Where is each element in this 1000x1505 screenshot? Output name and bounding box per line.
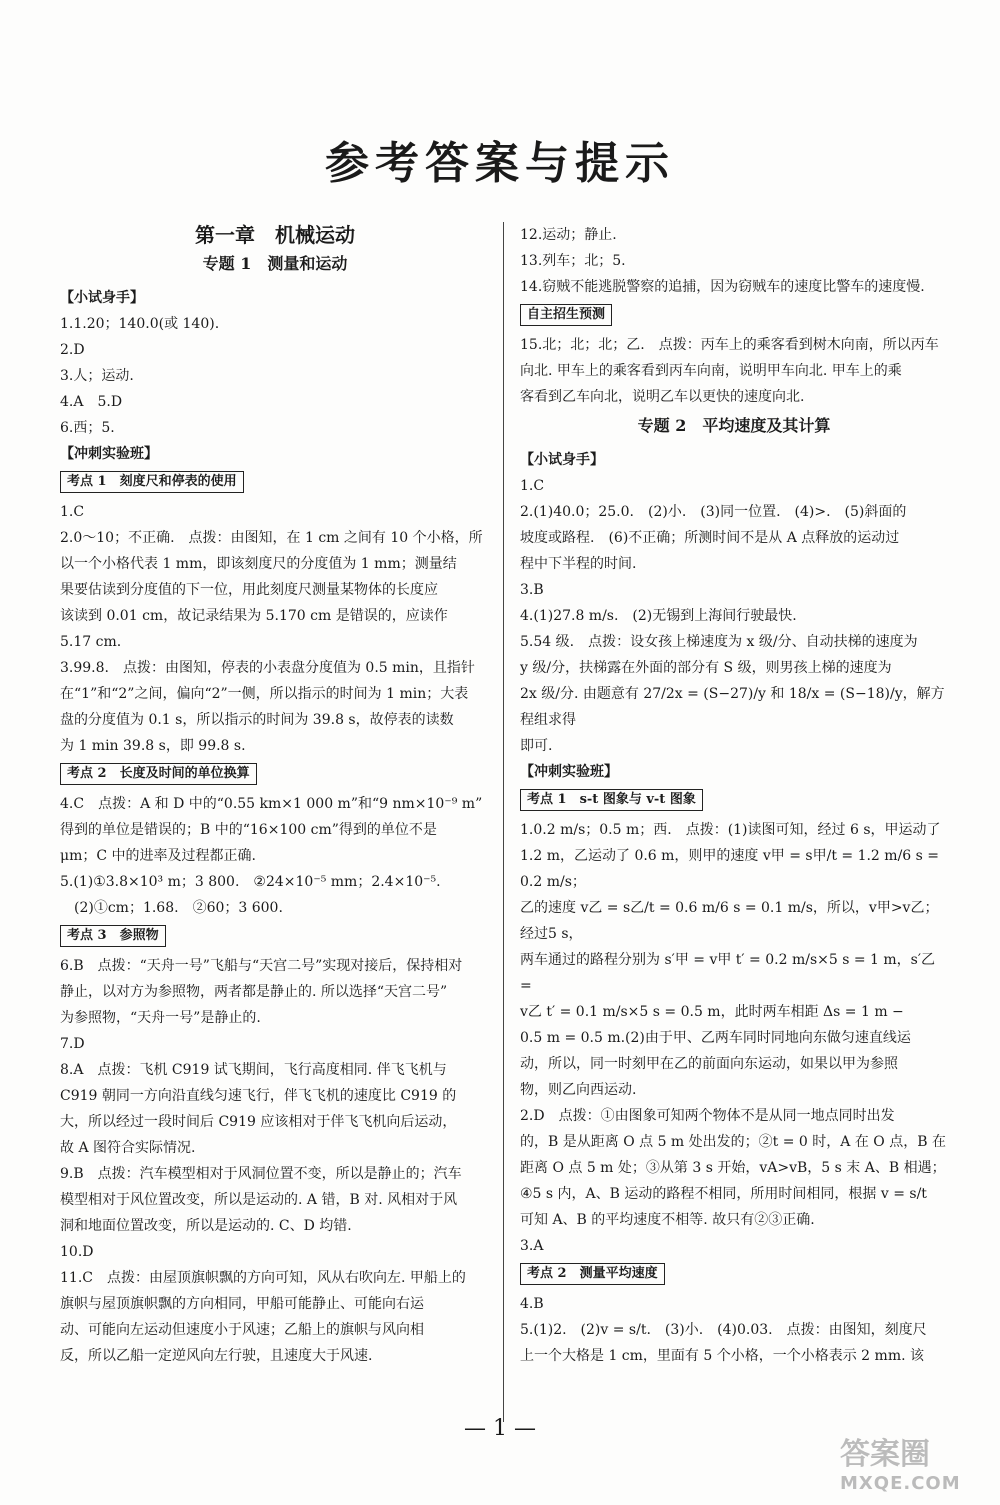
watermark — [840, 1438, 1000, 1498]
right-column — [520, 222, 948, 1369]
page-number: — 1 — — [464, 1416, 536, 1441]
answer-line: 即可. — [520, 737, 553, 754]
answer-line: 可知 A、B 的平均速度不相等. 故只有②③正确. — [520, 1211, 815, 1228]
answer-line: 4.(1)27.8 m/s. (2)无锡到上海间行驶最快. — [520, 607, 797, 624]
answer-line: C919 朝同一方向沿直线匀速飞行，伴飞飞机的速度比 C919 的 — [60, 1087, 457, 1104]
answer-line: 向北. 甲车上的乘客看到丙车向南，说明甲车向北. 甲车上的乘 — [520, 363, 902, 379]
exam-point-row — [520, 300, 948, 332]
answer-line: y 级/分，扶梯露在外面的部分有 S 级，则男孩上梯的速度为 — [520, 659, 892, 676]
left-column — [60, 222, 490, 1369]
section-tag: 【小试身手】 — [60, 289, 144, 306]
answer-line: 故 A 图符合实际情况. — [60, 1139, 196, 1156]
answer-line: 洞和地面位置改变，所以是运动的. C、D 均错. — [60, 1217, 352, 1234]
answer-line: 程中下半程的时间. — [520, 555, 637, 572]
topic-heading: 专题 2 平均速度及其计算 — [637, 416, 831, 435]
answer-line: 5.(1)2. (2)v = s/t. (3)小. (4)0.03. 点拨：由图知，刻度尺 — [520, 1321, 927, 1338]
answer-line: 2x 级/分. 由题意有 27/2x = (S−27)/y 和 18/x = (S−18)/y，解方程组求得 — [520, 685, 945, 728]
topic-heading: 专题 1 测量和运动 — [202, 254, 348, 273]
answer-line: 为 1 min 39.8 s，即 99.8 s. — [60, 737, 246, 754]
answer-line: 大，所以经过一段时间后 C919 应该相对于伴飞飞机向后运动， — [60, 1113, 457, 1130]
answer-line: 反，所以乙船一定逆风向左行驶，且速度大于风速. — [60, 1347, 373, 1364]
answer-line: 4.C 点拨：A 和 D 中的“0.55 km×1 000 m”和“9 nm×10⁻⁹ m” — [60, 795, 483, 812]
section-tag: 【小试身手】 — [520, 451, 604, 468]
answer-line: 6.西；5. — [60, 419, 115, 436]
answer-line: 4.B — [520, 1295, 544, 1312]
watermark-url: MXQE.COM — [840, 1473, 961, 1494]
answer-line: 客看到乙车向北，说明乙车以更快的速度向北. — [520, 389, 805, 405]
answer-line: 10.D — [60, 1243, 94, 1260]
answer-line: 14.窃贼不能逃脱警察的追捕，因为窃贼车的速度比警车的速度慢. — [520, 279, 925, 295]
answer-line: 2.0～10；不正确. 点拨：由图知，在 1 cm 之间有 10 个小格，所 — [60, 529, 483, 546]
exam-point-row — [60, 467, 490, 499]
answer-line: 1.2 m，乙运动了 0.6 m，则甲的速度 v甲 = s甲/t = 1.2 m/6 s = 0.2 m/s； — [520, 847, 940, 890]
answer-line: 1.1.20；140.0(或 140). — [60, 315, 220, 332]
exam-point-box: 考点 3 参照物 — [60, 925, 166, 947]
answer-line: v乙 t′ = 0.1 m/s×5 s = 0.5 m，此时两车相距 Δs = 1 m − — [520, 1003, 904, 1020]
answer-line: 5.(1)①3.8×10³ m；3 800. ②24×10⁻⁵ mm；2.4×10⁻⁵. — [60, 873, 441, 890]
answer-line: 1.0.2 m/s；0.5 m；西. 点拨：(1)读图可知，经过 6 s，甲运动了 — [520, 821, 941, 838]
answer-line: 9.B 点拨：汽车模型相对于风洞位置不变，所以是静止的；汽车 — [60, 1165, 462, 1182]
exam-point-row — [520, 785, 948, 817]
answer-line: 15.北；北；北；乙. 点拨：丙车上的乘客看到树木向南，所以丙车 — [520, 337, 939, 353]
exam-point-row — [60, 759, 490, 791]
answer-line: 1.C — [520, 477, 545, 494]
answer-line: 静止，以对方为参照物，两者都是静止的. 所以选择“天宫二号” — [60, 983, 448, 1000]
column-divider — [503, 222, 504, 1422]
answer-line: 盘的分度值为 0.1 s，所以指示的时间为 39.8 s，故停表的读数 — [60, 711, 454, 728]
answer-line: 3.B — [520, 581, 544, 598]
answer-line: 动，所以，同一时刻甲在乙的前面向东运动，如果以甲为参照 — [520, 1055, 898, 1072]
exam-point-box: 考点 1 刻度尺和停表的使用 — [60, 471, 244, 493]
answer-line: 1.C — [60, 503, 85, 520]
answer-line: 两车通过的路程分别为 s′甲 = v甲 t′ = 0.2 m/s×5 s = 1 m，s′乙 = — [520, 951, 936, 994]
answer-line: 果要估读到分度值的下一位，用此刻度尺测量某物体的长度应 — [60, 581, 438, 598]
exam-point-row — [520, 1259, 948, 1291]
answer-line: 6.B 点拨：“天舟一号”飞船与“天宫二号”实现对接后，保持相对 — [60, 957, 463, 974]
section-tag: 【冲刺实验班】 — [520, 763, 618, 780]
answer-line: 在“1”和“2”之间，偏向“2”一侧，所以指示的时间为 1 min；大表 — [60, 685, 469, 702]
answer-line: 5.17 cm. — [60, 633, 122, 650]
exam-point-box: 考点 2 测量平均速度 — [520, 1263, 665, 1285]
answer-line: 2.D 点拨：①由图象可知两个物体不是从同一地点同时出发 — [520, 1107, 895, 1124]
answer-line: 13.列车；北；5. — [520, 253, 626, 269]
answer-line: (2)①cm；1.68. ②60；3 600. — [60, 899, 283, 916]
answer-line: 坡度或路程. (6)不正确；所测时间不是从 A 点释放的运动过 — [520, 529, 900, 546]
section-tag: 【冲刺实验班】 — [60, 445, 158, 462]
page-title: 参考答案与提示 — [325, 138, 675, 189]
answer-line: 3.A — [520, 1237, 544, 1254]
answer-line: 动、可能向左运动但速度小于风速；乙船上的旗帜与风向相 — [60, 1321, 424, 1338]
exam-point-row — [60, 921, 490, 953]
answer-line: 8.A 点拨：飞机 C919 试飞期间，飞行高度相同. 伴飞飞机与 — [60, 1061, 447, 1078]
answer-line: 得到的单位是错误的；B 中的“16×100 cm”得到的单位不是 — [60, 821, 437, 838]
answer-line: 4.A 5.D — [60, 393, 123, 410]
answer-line: 5.54 级. 点拨：设女孩上梯速度为 x 级/分、自动扶梯的速度为 — [520, 633, 918, 650]
exam-point-box: 自主招生预测 — [520, 304, 612, 326]
answer-line: 的，B 是从距离 O 点 5 m 处出发的；②t = 0 时，A 在 O 点，B 在 — [520, 1133, 946, 1150]
answer-line: 2.(1)40.0；25.0. (2)小. (3)同一位置. (4)>. (5)斜面的 — [520, 503, 907, 520]
answer-line: 0.5 m = 0.5 m.(2)由于甲、乙两车同时同地向东做匀速直线运 — [520, 1029, 911, 1046]
answer-line: 旗帜与屋顶旗帜飘的方向相同，甲船可能静止、可能向右运 — [60, 1295, 424, 1312]
answer-line: 为参照物，“天舟一号”是静止的. — [60, 1009, 261, 1026]
watermark-logo: 答案圈 — [840, 1437, 930, 1472]
answer-line: 上一个大格是 1 cm，里面有 5 个小格，一个小格表示 2 mm. 该 — [520, 1347, 924, 1364]
answer-line: 模型相对于风位置改变，所以是运动的. A 错，B 对. 风相对于风 — [60, 1191, 458, 1208]
answer-line: 以一个小格代表 1 mm，即该刻度尺的分度值为 1 mm；测量结 — [60, 555, 457, 572]
answer-line: 7.D — [60, 1035, 85, 1052]
exam-point-box: 考点 2 长度及时间的单位换算 — [60, 763, 257, 785]
answer-line: μm；C 中的进率及过程都正确. — [60, 847, 256, 864]
answer-line: 3.99.8. 点拨：由图知，停表的小表盘分度值为 0.5 min，且指针 — [60, 659, 475, 676]
chapter-heading: 第一章 机械运动 — [195, 223, 355, 247]
answer-line: 2.D — [60, 341, 85, 358]
exam-point-box: 考点 1 s-t 图象与 v-t 图象 — [520, 789, 703, 811]
answer-line: 物，则乙向西运动. — [520, 1081, 637, 1098]
answer-line: 11.C 点拨：由屋顶旗帜飘的方向可知，风从右吹向左. 甲船上的 — [60, 1269, 466, 1286]
answer-line: 距离 O 点 5 m 处；③从第 3 s 开始，vA>vB，5 s 末 A、B 相遇； — [520, 1159, 946, 1176]
answer-line: 3.人；运动. — [60, 367, 134, 384]
answer-line: 乙的速度 v乙 = s乙/t = 0.6 m/6 s = 0.1 m/s，所以，v甲>v乙；经过5 s， — [520, 899, 939, 942]
answer-line: 12.运动；静止. — [520, 227, 617, 243]
answer-line: ④5 s 内，A、B 运动的路程不相同，所用时间相同，根据 v = s/t — [520, 1185, 927, 1202]
answer-line: 该读到 0.01 cm，故记录结果为 5.170 cm 是错误的，应读作 — [60, 607, 448, 624]
